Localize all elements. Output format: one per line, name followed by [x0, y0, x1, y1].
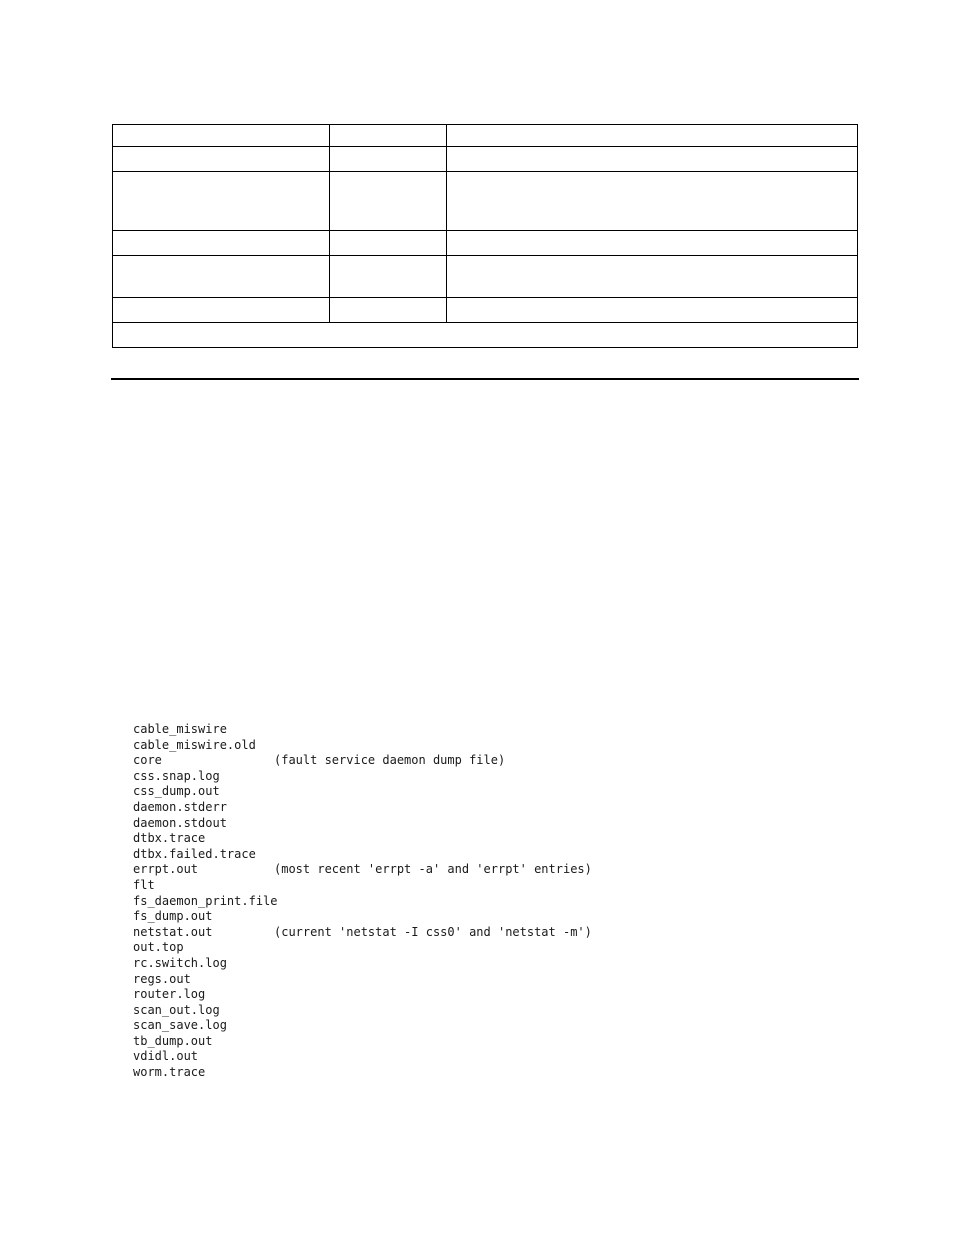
file-name: out.top [133, 940, 184, 955]
table-cell [447, 125, 858, 147]
file-listing-line [133, 940, 592, 956]
file-listing-line [133, 972, 592, 988]
table-cell [113, 231, 330, 256]
file-listing-line [133, 831, 592, 847]
file-listing-line [133, 784, 592, 800]
table-cell [113, 172, 330, 231]
file-listing-line [133, 956, 592, 972]
file-listing-line [133, 769, 592, 785]
table-row [113, 298, 858, 323]
file-name: router.log [133, 987, 206, 1002]
file-listing-line [133, 738, 592, 754]
file-listing-line [133, 722, 592, 738]
table-cell [330, 125, 447, 147]
file-listing-line [133, 1065, 592, 1081]
file-listing-line [133, 1034, 592, 1050]
file-listing-line [133, 878, 592, 894]
file-listing-line [133, 925, 592, 941]
file-name: netstat.out [133, 924, 213, 939]
file-name: fs_dump.out [133, 909, 213, 924]
file-listing-line [133, 1018, 592, 1034]
file-name: scan_out.log [133, 1002, 220, 1017]
file-listing-line [133, 894, 592, 910]
table-row [113, 147, 858, 172]
file-listing [133, 722, 592, 1081]
file-note: (current 'netstat -I css0' and 'netstat -m') [274, 924, 592, 939]
file-note: (most recent 'errpt -a' and 'errpt' entries) [274, 862, 592, 877]
table-cell [447, 147, 858, 172]
table-cell [330, 298, 447, 323]
table-row [113, 231, 858, 256]
file-listing-line [133, 753, 592, 769]
file-listing-line [133, 816, 592, 832]
file-listing-line [133, 987, 592, 1003]
file-name: vdidl.out [133, 1049, 199, 1064]
file-name: dtbx.trace [133, 831, 206, 846]
table-row [113, 125, 858, 147]
table-cell [330, 172, 447, 231]
table-cell [447, 172, 858, 231]
file-name: cable_miswire [133, 722, 227, 736]
table-footer-cell [113, 323, 858, 348]
file-name: core [133, 753, 162, 768]
table-footer-row [113, 323, 858, 348]
file-name: scan_save.log [133, 1018, 227, 1033]
file-name: daemon.stderr [133, 799, 227, 814]
file-listing-line [133, 800, 592, 816]
table-cell [447, 231, 858, 256]
table-cell [330, 231, 447, 256]
file-note: (fault service daemon dump file) [274, 753, 506, 768]
file-name: fs_daemon_print.file [133, 893, 278, 908]
table-cell [447, 298, 858, 323]
file-listing-line [133, 909, 592, 925]
file-name: worm.trace [133, 1065, 206, 1080]
file-name: cable_miswire.old [133, 737, 256, 752]
table-row [113, 256, 858, 298]
file-listing-line [133, 1049, 592, 1065]
table-row [113, 172, 858, 231]
file-name: tb_dump.out [133, 1033, 213, 1048]
file-name: regs.out [133, 971, 191, 986]
table-cell [113, 147, 330, 172]
file-listing-line [133, 847, 592, 863]
file-name: css.snap.log [133, 768, 220, 783]
file-listing-line [133, 1003, 592, 1019]
file-name: errpt.out [133, 862, 199, 877]
table-cell [330, 256, 447, 298]
file-name: dtbx.failed.trace [133, 846, 256, 861]
empty-grid-table [112, 124, 858, 348]
file-listing-line [133, 862, 592, 878]
table-cell [330, 147, 447, 172]
file-name: css_dump.out [133, 784, 220, 799]
table-cell [113, 256, 330, 298]
table-cell [447, 256, 858, 298]
table-cell [113, 125, 330, 147]
file-name: flt [133, 877, 155, 892]
section-divider [111, 378, 859, 380]
file-name: rc.switch.log [133, 955, 227, 970]
table-cell [113, 298, 330, 323]
file-name: daemon.stdout [133, 815, 227, 830]
